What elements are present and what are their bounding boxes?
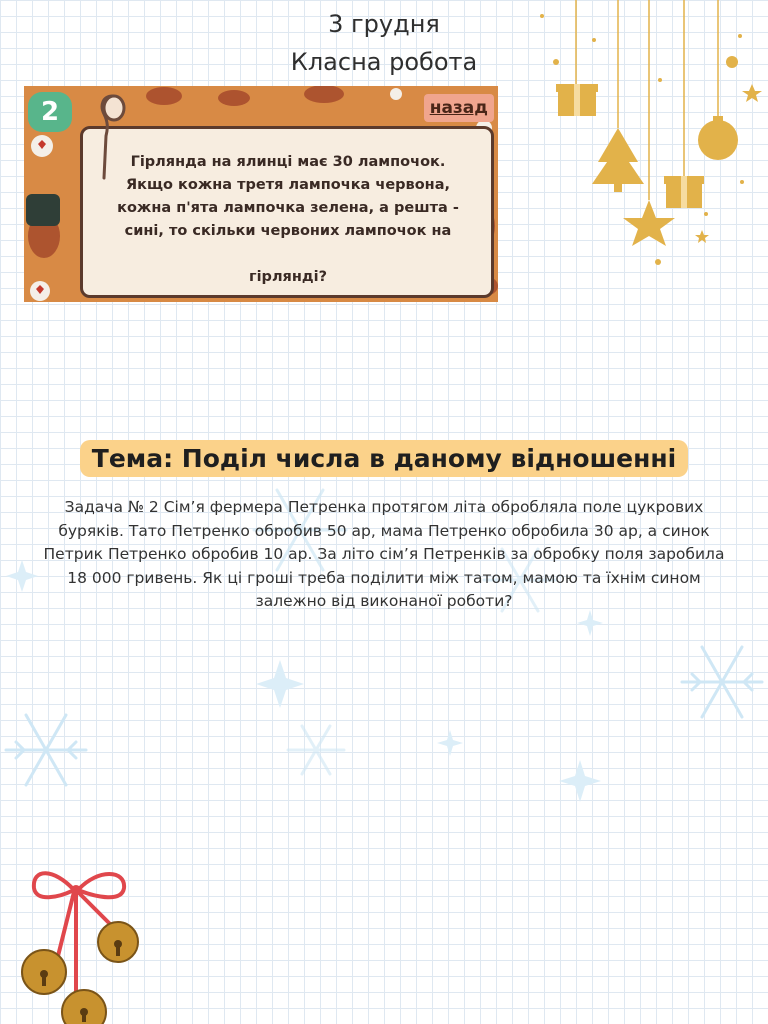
page-subtitle: Класна робота bbox=[290, 48, 478, 76]
gift-icon bbox=[664, 176, 704, 208]
paperclip-icon bbox=[96, 92, 130, 182]
snowflake-icon bbox=[288, 726, 344, 774]
topic-label: Тема: Поділ числа в даному відношенні bbox=[80, 440, 688, 477]
hanging-decorations-icon bbox=[536, 0, 768, 270]
question-card bbox=[80, 126, 494, 298]
snowflake-icon bbox=[6, 715, 86, 785]
task-text: Задача № 2 Сім’я фермера Петренка протягом літа обробляла поле цукрових буряків. Тато Петренко обробив 50 ар, мама Петренко обробила 30 ар, а синок Петрик Петренко обробив 10 ар. За літо сім’я Петренків за обробку поля заробила 18 000 гривень. Як ці гроші треба поділити між татом, мамою та їхнім сином залежно від виконаної роботи? bbox=[43, 498, 725, 610]
topic-heading bbox=[0, 440, 768, 477]
task-banner bbox=[24, 86, 498, 302]
jingle-bells-icon bbox=[14, 862, 154, 1024]
christmas-tree-icon bbox=[592, 128, 644, 192]
question-text: Гірлянда на ялинці має 30 лампочок. Якщо кожна третя лампочка червона, кожна п'ята лампочка зелена, а решта - сині, то скільки червоних лампочок на гірлянді? bbox=[117, 154, 459, 285]
snowflake-icon bbox=[682, 647, 762, 717]
snowflake-decor bbox=[0, 420, 768, 860]
ornament-ball-icon bbox=[698, 116, 738, 160]
page-date: 3 грудня bbox=[328, 10, 440, 38]
back-link[interactable]: назад bbox=[424, 94, 494, 122]
slide-number-badge: 2 bbox=[28, 92, 72, 132]
gift-icon bbox=[556, 84, 598, 116]
